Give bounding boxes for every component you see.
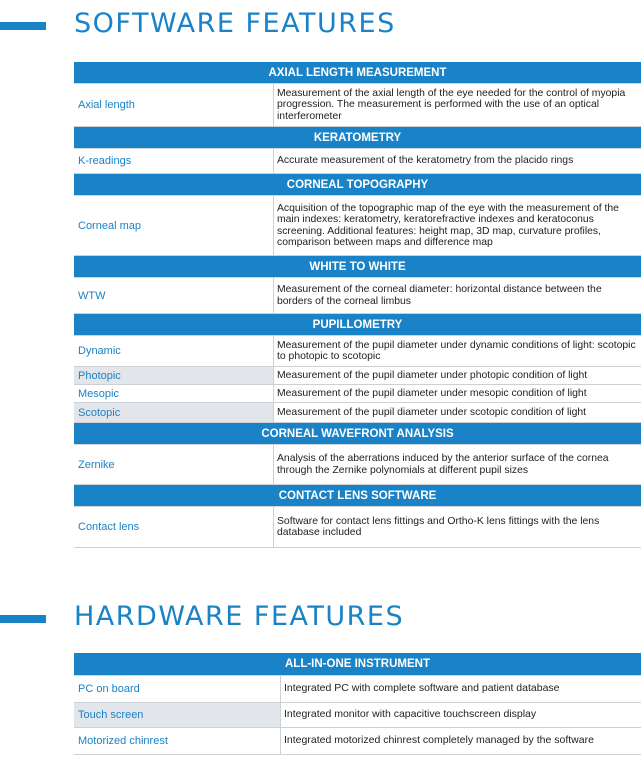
feature-description: Measurement of the pupil diameter under mesopic condition of light (273, 385, 641, 402)
feature-label: Contact lens (78, 521, 140, 533)
table-row (74, 196, 641, 256)
section-header-keratometry: KERATOMETRY (74, 127, 641, 149)
table-row (74, 507, 641, 548)
table-row (74, 149, 641, 174)
feature-label: Photopic (78, 369, 121, 382)
feature-description: Measurement of the corneal diameter: horizontal distance between the borders of the corneal limbus (273, 278, 641, 313)
feature-description: Accurate measurement of the keratometry from the placido rings (273, 149, 641, 173)
software-features-title: SOFTWARE FEATURES (74, 8, 396, 39)
table-row (74, 676, 641, 703)
feature-description: Integrated monitor with capacitive touchscreen display (280, 703, 641, 727)
feature-label: Zernike (78, 458, 115, 471)
feature-description: Analysis of the aberrations induced by the anterior surface of the cornea through the Zernike polynomials at different pupil sizes (273, 445, 641, 484)
section-header-all-in-one-instrument: ALL-IN-ONE INSTRUMENT (74, 653, 641, 676)
table-row (74, 728, 641, 755)
table-row (74, 278, 641, 314)
table-row (74, 403, 641, 423)
feature-description: Software for contact lens fittings and Ortho-K lens fittings with the lens database included (273, 507, 641, 547)
table-row (74, 367, 641, 385)
hardware-features-title: HARDWARE FEATURES (74, 601, 405, 632)
feature-label: Axial length (78, 99, 135, 111)
table-row (74, 336, 641, 367)
feature-description: Integrated motorized chinrest completely managed by the software (280, 728, 641, 754)
feature-description: Measurement of the pupil diameter under photopic condition of light (273, 367, 641, 384)
table-row (74, 84, 641, 127)
table-row (74, 445, 641, 485)
section-header-white-to-white: WHITE TO WHITE (74, 256, 641, 278)
section-header-corneal-topography: CORNEAL TOPOGRAPHY (74, 174, 641, 196)
feature-label: PC on board (78, 683, 140, 695)
section-header-pupillometry: PUPILLOMETRY (74, 314, 641, 336)
feature-description: Measurement of the axial length of the eye needed for the control of myopia progression. The measurement is performed with the use of an optical interferometer (273, 84, 641, 126)
feature-label: Touch screen (78, 709, 144, 721)
feature-description: Integrated PC with complete software and patient database (280, 676, 641, 702)
feature-description: Acquisition of the topographic map of the eye with the measurement of the main indexes: keratometry, keratorefractive indexes and keratoconus screening. Additional features: height map, 3D map, curvature profiles, comparison between maps and difference map (273, 196, 641, 255)
feature-label: Motorized chinrest (78, 735, 168, 747)
feature-label: Dynamic (78, 345, 121, 357)
feature-label: WTW (78, 289, 106, 302)
table-row (74, 385, 641, 403)
feature-label: K-readings (78, 155, 132, 167)
feature-label: Corneal map (78, 219, 141, 232)
feature-description: Measurement of the pupil diameter under scotopic condition of light (273, 403, 641, 422)
feature-label: Mesopic (78, 387, 119, 400)
feature-description: Measurement of the pupil diameter under dynamic conditions of light: scotopic to photopic to scotopic (273, 336, 641, 366)
software-accent-bar (0, 22, 46, 30)
hardware-accent-bar (0, 615, 46, 623)
section-header-contact-lens-software: CONTACT LENS SOFTWARE (74, 485, 641, 507)
table-row (74, 703, 641, 728)
feature-label: Scotopic (78, 406, 121, 419)
software-features-table (74, 62, 641, 548)
hardware-features-table (74, 653, 641, 755)
section-header-axial-length: AXIAL LENGTH MEASUREMENT (74, 62, 641, 84)
section-header-corneal-wavefront: CORNEAL WAVEFRONT ANALYSIS (74, 423, 641, 445)
